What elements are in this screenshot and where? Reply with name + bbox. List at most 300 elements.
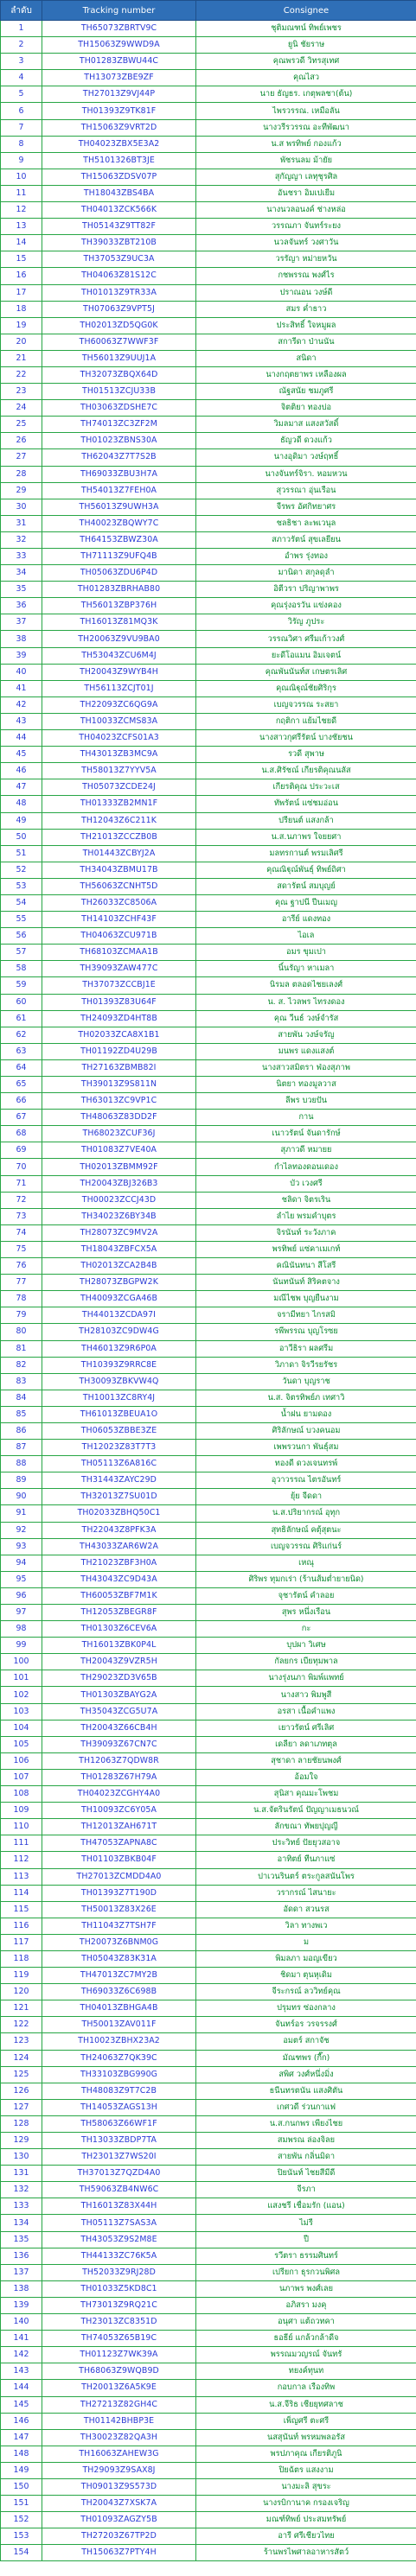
- row-index: 96: [1, 1587, 42, 1604]
- tracking-number: TH16063ZAHEW3G: [42, 2446, 196, 2462]
- consignee-name: ศิริลักษณ์ บวงคนอม: [196, 1422, 416, 1439]
- row-index: 24: [1, 400, 42, 417]
- tracking-number: TH52033Z9RJ28D: [42, 2264, 196, 2280]
- table-row: [1, 531, 416, 548]
- row-index: 138: [1, 2280, 42, 2297]
- tracking-number: TH68103ZCMAA1B: [42, 945, 196, 961]
- row-index: 2: [1, 37, 42, 54]
- table-row: [1, 2528, 416, 2545]
- consignee-name: จุชารัตน์ คำลอย: [196, 1587, 416, 1604]
- tracking-number: TH37013Z7QZD4A0: [42, 2166, 196, 2182]
- table-row: [1, 2264, 416, 2280]
- row-index: 124: [1, 2050, 42, 2066]
- row-index: 1: [1, 21, 42, 37]
- tracking-number: TH56113ZCJT01J: [42, 680, 196, 696]
- consignee-name: สุทธิลักษณ์ คตุ้สุตนะ: [196, 1522, 416, 1538]
- column-header-tracking: Tracking number: [42, 1, 196, 21]
- row-index: 94: [1, 1555, 42, 1571]
- table-row: [1, 664, 416, 680]
- row-index: 136: [1, 2248, 42, 2264]
- table-row: [1, 2050, 416, 2066]
- table-row: [1, 334, 416, 350]
- row-index: 153: [1, 2528, 42, 2545]
- table-row: [1, 1522, 416, 1538]
- consignee-name: อภิสรา มงคุ: [196, 2297, 416, 2313]
- consignee-name: ณัฐสนัย ชมภูศรี: [196, 384, 416, 400]
- row-index: 36: [1, 598, 42, 614]
- row-index: 118: [1, 1950, 42, 1967]
- tracking-number: TH71113Z9UFQ4B: [42, 549, 196, 565]
- tracking-number: TH20073Z6BNM0G: [42, 1934, 196, 1950]
- row-index: 104: [1, 1720, 42, 1736]
- tracking-number: TH15063Z9WWD9A: [42, 37, 196, 54]
- table-row: [1, 2133, 416, 2149]
- tracking-number: TH05113Z6A816C: [42, 1456, 196, 1472]
- consignee-name: จีรภา: [196, 2182, 416, 2198]
- tracking-number: TH27013ZCMDD4A0: [42, 1868, 196, 1885]
- table-row: [1, 2331, 416, 2347]
- row-index: 63: [1, 1043, 42, 1059]
- row-index: 112: [1, 1852, 42, 1868]
- table-row: [1, 1192, 416, 1208]
- tracking-number: TH01083Z7VE40A: [42, 1142, 196, 1159]
- consignee-name: อารีย์ แดงทอง: [196, 912, 416, 928]
- consignee-name: นิตยา ทองมูลวาส: [196, 1077, 416, 1093]
- table-row: [1, 1736, 416, 1752]
- consignee-name: เกศวดี ร่วนกาแฟ: [196, 2099, 416, 2115]
- tracking-number: TH63013ZC9VP1C: [42, 1093, 196, 1110]
- table-row: [1, 2314, 416, 2331]
- row-index: 116: [1, 1918, 42, 1934]
- tracking-number: TH32013Z7SU01D: [42, 1489, 196, 1505]
- row-index: 66: [1, 1093, 42, 1110]
- consignee-name: ยูนิ ชัยราษ: [196, 37, 416, 54]
- tracking-number: TH10393Z9RRC8E: [42, 1357, 196, 1373]
- tracking-number: TH00023ZCCJ43D: [42, 1192, 196, 1208]
- table-row: [1, 1885, 416, 1901]
- row-index: 81: [1, 1340, 42, 1357]
- table-row: [1, 1868, 416, 1885]
- table-row: [1, 1489, 416, 1505]
- consignee-name: ปาเวนรินตร์ ตระกูลสนันโพร: [196, 1868, 416, 1885]
- table-row: [1, 829, 416, 845]
- table-row: [1, 912, 416, 928]
- table-row: [1, 268, 416, 284]
- consignee-name: สมร ค่ำธาว: [196, 301, 416, 317]
- consignee-name: บุปผา วิเศษ: [196, 1638, 416, 1654]
- table-row: [1, 21, 416, 37]
- consignee-name: วรรณวิศา ศรีมเก้าวงศ์: [196, 631, 416, 647]
- consignee-name: อมตร์ สกาจัช: [196, 2033, 416, 2050]
- row-index: 39: [1, 647, 42, 664]
- row-index: 134: [1, 2215, 42, 2231]
- row-index: 5: [1, 86, 42, 103]
- consignee-name: คุณ วีนธ์ วงษ์จำรัส: [196, 1010, 416, 1027]
- row-index: 41: [1, 680, 42, 696]
- table-row: [1, 1819, 416, 1835]
- row-index: 30: [1, 499, 42, 515]
- tracking-number: TH15063ZDSV07P: [42, 169, 196, 185]
- consignee-name: สพิศ วงศ์หนึ่งมิ่ง: [196, 2066, 416, 2083]
- consignee-name: อมร ขุมเปา: [196, 945, 416, 961]
- table-row: [1, 894, 416, 911]
- consignee-name: อาวีธิรา ผลศรีม: [196, 1340, 416, 1357]
- consignee-name: กัลยกร เบียทุมพาล: [196, 1654, 416, 1670]
- consignee-name: พัชรนลม ม้ายัย: [196, 152, 416, 169]
- consignee-name: เพ็ญศรี ตะศรี: [196, 2413, 416, 2429]
- table-row: [1, 466, 416, 482]
- row-index: 27: [1, 449, 42, 466]
- tracking-number: TH44133ZC76K5A: [42, 2248, 196, 2264]
- tracking-number: TH23013ZC8351D: [42, 2314, 196, 2331]
- tracking-number: TH37073ZCCBJ1E: [42, 977, 196, 994]
- table-row: [1, 812, 416, 829]
- consignee-name: ประสิทธิ์ ใจหมูผล: [196, 317, 416, 334]
- row-index: 69: [1, 1142, 42, 1159]
- tracking-number: TH01393Z7T190D: [42, 1885, 196, 1901]
- table-row: [1, 1357, 416, 1373]
- row-index: 37: [1, 614, 42, 631]
- tracking-number: TH01013Z9TR33A: [42, 284, 196, 301]
- consignee-name: ไพรวรรณ. เหมือลัน: [196, 103, 416, 119]
- consignee-name: น.ส.กนกพร เพียงไชย: [196, 2115, 416, 2132]
- tracking-number: TH14053ZAGS13H: [42, 2099, 196, 2115]
- tracking-number: TH04063Z81S12C: [42, 268, 196, 284]
- table-row: [1, 2545, 416, 2561]
- consignee-name: รพีพรรณ บุญโรซย: [196, 1324, 416, 1340]
- table-row: [1, 417, 416, 433]
- consignee-name: บัว เวงศรี: [196, 1175, 416, 1192]
- column-header-index: ลำดับ: [1, 1, 42, 21]
- tracking-number: TH73013Z9RQ21C: [42, 2297, 196, 2313]
- row-index: 58: [1, 961, 42, 977]
- table-row: [1, 482, 416, 499]
- consignee-name: วิมลมาส แสงสวัสดิ์: [196, 417, 416, 433]
- table-body: [1, 21, 416, 2561]
- consignee-name: พรปภาคุณ เกียรติภูนิ: [196, 2446, 416, 2462]
- table-row: [1, 2347, 416, 2363]
- row-index: 115: [1, 1901, 42, 1918]
- tracking-number: TH48063Z83DD2F: [42, 1110, 196, 1126]
- consignee-name: ทัพรัตน์ แซ่ชมอ่อน: [196, 796, 416, 812]
- row-index: 119: [1, 1968, 42, 1984]
- row-index: 18: [1, 301, 42, 317]
- consignee-name: นางสาวสมิตรา ฟ่องสุภาพ: [196, 1059, 416, 1076]
- consignee-name: สนิดา: [196, 350, 416, 366]
- consignee-name: เยาวรัตน์ ศรีเลิศ: [196, 1720, 416, 1736]
- row-index: 61: [1, 1010, 42, 1027]
- row-index: 50: [1, 829, 42, 845]
- row-index: 13: [1, 219, 42, 235]
- table-row: [1, 136, 416, 152]
- row-index: 57: [1, 945, 42, 961]
- tracking-number: TH11043Z7TSH7F: [42, 1918, 196, 1934]
- consignee-name: น้ำฝน ยามดอง: [196, 1406, 416, 1422]
- tracking-number: TH01283Z67H79A: [42, 1769, 196, 1785]
- row-index: 17: [1, 284, 42, 301]
- table-row: [1, 1472, 416, 1489]
- table-row: [1, 2496, 416, 2512]
- row-index: 150: [1, 2478, 42, 2495]
- table-row: [1, 152, 416, 169]
- row-index: 34: [1, 565, 42, 582]
- tracking-number: TH13073ZBE9ZF: [42, 70, 196, 86]
- row-index: 91: [1, 1505, 42, 1522]
- consignee-name: เปรียกา ธุรกวนพิศล: [196, 2264, 416, 2280]
- tracking-number: TH04063ZCU971B: [42, 928, 196, 945]
- table-row: [1, 2280, 416, 2297]
- row-index: 40: [1, 664, 42, 680]
- table-row: [1, 862, 416, 878]
- consignee-name: น.ส.ปริยากรณ์ อุทุก: [196, 1505, 416, 1522]
- consignee-name: มลทรกานต์ พรมเลิศรี: [196, 845, 416, 862]
- tracking-number: TH30093ZBKVW4Q: [42, 1373, 196, 1390]
- row-index: 23: [1, 384, 42, 400]
- row-index: 67: [1, 1110, 42, 1126]
- row-index: 82: [1, 1357, 42, 1373]
- tracking-number: TH20043Z9WYB4H: [42, 664, 196, 680]
- row-index: 83: [1, 1373, 42, 1390]
- row-index: 88: [1, 1456, 42, 1472]
- row-index: 127: [1, 2099, 42, 2115]
- consignee-name: นางมะลิ สุขระ: [196, 2478, 416, 2495]
- tracking-number: TH04013ZCK566K: [42, 202, 196, 219]
- table-row: [1, 1291, 416, 1307]
- consignee-name: เบญจวรรณ ศิริแก่นร์: [196, 1538, 416, 1555]
- consignee-name: อัดดา สวนรส: [196, 1901, 416, 1918]
- table-row: [1, 2512, 416, 2528]
- consignee-name: คุณพรวดี วิทรสุเทศ: [196, 54, 416, 70]
- tracking-number: TH47013ZC7MY2B: [42, 1968, 196, 1984]
- row-index: 32: [1, 531, 42, 548]
- table-row: [1, 2066, 416, 2083]
- row-index: 56: [1, 928, 42, 945]
- tracking-number: TH37053Z9UC3A: [42, 251, 196, 268]
- tracking-number: TH27213Z82GH4C: [42, 2396, 196, 2413]
- consignee-name: เพพรวนกา พันธุ์สม: [196, 1440, 416, 1456]
- row-index: 15: [1, 251, 42, 268]
- row-index: 135: [1, 2231, 42, 2248]
- consignee-name: ปราณอน วงษ์ดี: [196, 284, 416, 301]
- tracking-number: TH69033Z6C698B: [42, 1984, 196, 2000]
- tracking-number: TH39093ZAW477C: [42, 961, 196, 977]
- table-row: [1, 1803, 416, 1819]
- tracking-number: TH20063Z9VU9BA0: [42, 631, 196, 647]
- row-index: 146: [1, 2413, 42, 2429]
- tracking-number: TH68063Z9WQB9D: [42, 2363, 196, 2380]
- consignee-name: ปิยนันท์ ไชยสีมีดี: [196, 2166, 416, 2182]
- row-index: 71: [1, 1175, 42, 1192]
- row-index: 90: [1, 1489, 42, 1505]
- table-row: [1, 350, 416, 366]
- consignee-name: คุณณิฐุณ์ชัยศิริกุร: [196, 680, 416, 696]
- table-row: [1, 565, 416, 582]
- row-index: 113: [1, 1868, 42, 1885]
- tracking-number: TH22043Z8PFK3A: [42, 1522, 196, 1538]
- consignee-name: เกียรติคุณ ประวะเส: [196, 779, 416, 796]
- consignee-name: พิมลภา มอญเขียว: [196, 1950, 416, 1967]
- row-index: 68: [1, 1126, 42, 1142]
- consignee-name: มณีไชพ บุญยืนงาม: [196, 1291, 416, 1307]
- tracking-number: TH16013Z81MQ3K: [42, 614, 196, 631]
- table-row: [1, 169, 416, 185]
- consignee-name: จีระกรณ์ ลววิทย์คุณ: [196, 1984, 416, 2000]
- table-row: [1, 1440, 416, 1456]
- consignee-name: ยะดีโอแมน อิมเจตน์: [196, 647, 416, 664]
- tracking-number: TH56013Z9UWH3A: [42, 499, 196, 515]
- table-row: [1, 384, 416, 400]
- consignee-name: อำพร รุ่งทอง: [196, 549, 416, 565]
- consignee-name: นางนวลอนงค์ ช่างหล่อ: [196, 202, 416, 219]
- tracking-number: TH56013Z9UUJ1A: [42, 350, 196, 366]
- consignee-name: นางสาว พิมพูสี: [196, 1687, 416, 1703]
- tracking-number: TH5101326BT3JE: [42, 152, 196, 169]
- table-row: [1, 945, 416, 961]
- tracking-number: TH07063Z9VPT5J: [42, 301, 196, 317]
- tracking-number: TH02013ZCA2B4B: [42, 1258, 196, 1275]
- row-index: 105: [1, 1736, 42, 1752]
- table-row: [1, 202, 416, 219]
- table-row: [1, 2115, 416, 2132]
- table-row: [1, 796, 416, 812]
- row-index: 151: [1, 2496, 42, 2512]
- tracking-number: TH01393Z9TK81F: [42, 103, 196, 119]
- row-index: 48: [1, 796, 42, 812]
- row-index: 99: [1, 1638, 42, 1654]
- table-row: [1, 2182, 416, 2198]
- tracking-number: TH27203Z67TP2D: [42, 2528, 196, 2545]
- tracking-number: TH15063Z7PTY4H: [42, 2545, 196, 2561]
- table-row: [1, 449, 416, 466]
- consignee-name: สุชาดา ลายชัยนพงศ์: [196, 1752, 416, 1769]
- table-row: [1, 1093, 416, 1110]
- row-index: 120: [1, 1984, 42, 2000]
- row-index: 80: [1, 1324, 42, 1340]
- row-index: 11: [1, 185, 42, 201]
- table-row: [1, 1555, 416, 1571]
- tracking-number: TH10013ZC8RY4J: [42, 1390, 196, 1406]
- row-index: 141: [1, 2331, 42, 2347]
- consignee-name: ศิริพร ทุมกเร่า (ร้านส้มต่ำยายนิด): [196, 1571, 416, 1587]
- tracking-number: TH24063Z7QK39C: [42, 2050, 196, 2066]
- consignee-name: มณฑ์ทิพย์ ประสมทรัพย์: [196, 2512, 416, 2528]
- row-index: 87: [1, 1440, 42, 1456]
- table-row: [1, 1275, 416, 1291]
- tracking-number: TH12013ZAH671T: [42, 1819, 196, 1835]
- row-index: 45: [1, 747, 42, 763]
- table-row: [1, 1373, 416, 1390]
- tracking-number: TH04023ZCFS01A3: [42, 730, 196, 747]
- tracking-number: TH21023ZBF3H0A: [42, 1555, 196, 1571]
- table-row: [1, 2149, 416, 2166]
- tracking-number: TH02013ZBMM92F: [42, 1159, 196, 1175]
- tracking-number: TH69033ZBU3H7A: [42, 466, 196, 482]
- tracking-number: TH05143Z9TT82F: [42, 219, 196, 235]
- table-row: [1, 2248, 416, 2264]
- table-row: [1, 1918, 416, 1934]
- table-row: [1, 647, 416, 664]
- row-index: 101: [1, 1670, 42, 1687]
- row-index: 59: [1, 977, 42, 994]
- table-row: [1, 1901, 416, 1918]
- table-row: [1, 1638, 416, 1654]
- consignee-name: ลักขณา ทัพยปุญญี: [196, 1819, 416, 1835]
- tracking-number: TH18043ZBFCX5A: [42, 1241, 196, 1257]
- consignee-name: อารี ศรีเชียวไทย: [196, 2528, 416, 2545]
- consignee-name: นางวรีรวรรณ อะทีพัฒนา: [196, 119, 416, 136]
- tracking-number: TH43043ZC9D43A: [42, 1571, 196, 1587]
- row-index: 126: [1, 2083, 42, 2099]
- consignee-name: น.ส.นภาพร ใจยยศา: [196, 829, 416, 845]
- table-row: [1, 1224, 416, 1241]
- row-index: 79: [1, 1307, 42, 1324]
- table-row: [1, 1950, 416, 1967]
- table-row: [1, 119, 416, 136]
- tracking-number: TH01123Z7WK39A: [42, 2347, 196, 2363]
- tracking-number: TH64153ZBWZ30A: [42, 531, 196, 548]
- row-index: 92: [1, 1522, 42, 1538]
- consignee-name: นันทนันท์ สิริคตจาง: [196, 1275, 416, 1291]
- tracking-number: TH56013ZBP376H: [42, 598, 196, 614]
- row-index: 142: [1, 2347, 42, 2363]
- table-row: [1, 1571, 416, 1587]
- tracking-number: TH74053Z65B19C: [42, 2331, 196, 2347]
- table-row: [1, 2099, 416, 2115]
- consignee-name: วรรัญา หม่ายหวัน: [196, 251, 416, 268]
- table-row: [1, 2413, 416, 2429]
- consignee-name: สุนิสา คุณมะโพชม: [196, 1786, 416, 1803]
- consignee-name: มานิดา สกุลดุลำ: [196, 565, 416, 582]
- tracking-number: TH47053ZAPNA8C: [42, 1835, 196, 1852]
- row-index: 3: [1, 54, 42, 70]
- tracking-number: TH22093ZC6QG9A: [42, 696, 196, 713]
- row-index: 74: [1, 1224, 42, 1241]
- row-index: 147: [1, 2429, 42, 2446]
- table-row: [1, 928, 416, 945]
- row-index: 152: [1, 2512, 42, 2528]
- consignee-name: ชิดมา ตุนหุเดิม: [196, 1968, 416, 1984]
- consignee-name: คุณณิฐุณ์พันธุ์ ทิพย์ถิศา: [196, 862, 416, 878]
- consignee-name: น.ส.จัตรินรัตน์ ปัญญาเมธนวณ์: [196, 1803, 416, 1819]
- consignee-name: กาน: [196, 1110, 416, 1126]
- consignee-name: นิ์นรัญา หาเมลา: [196, 961, 416, 977]
- consignee-name: นาย ธัญธร. เกตุพลชา(ต้น): [196, 86, 416, 103]
- consignee-name: นางจันทร์จิรา. หอมหวน: [196, 466, 416, 482]
- tracking-number: TH58063Z66WF1F: [42, 2115, 196, 2132]
- tracking-number: TH18043ZBS4BA: [42, 185, 196, 201]
- tracking-number: TH01192ZD4U29B: [42, 1043, 196, 1059]
- tracking-number: TH06053ZBBE3ZE: [42, 1422, 196, 1439]
- consignee-name: กฤติกา แย้มไชยดี: [196, 713, 416, 729]
- consignee-name: สายพัน วงษ์จรัญ: [196, 1027, 416, 1043]
- row-index: 130: [1, 2149, 42, 2166]
- tracking-number: TH32073ZBQX64D: [42, 366, 196, 383]
- table-row: [1, 1934, 416, 1950]
- consignee-name: แสงชรี เชื่อมรัก (แอน): [196, 2198, 416, 2215]
- table-row: [1, 1670, 416, 1687]
- table-row: [1, 1406, 416, 1422]
- tracking-number: TH05113Z7SAS3A: [42, 2215, 196, 2231]
- consignee-name: จันทร์อร วรจรรงศ์: [196, 2017, 416, 2033]
- consignee-name: ชลธิชา ละพเวนุล: [196, 515, 416, 531]
- row-index: 44: [1, 730, 42, 747]
- consignee-name: ปรุมทร ซ่องกลาง: [196, 2000, 416, 2017]
- consignee-name: กอบกาล เรืองทิพ: [196, 2380, 416, 2396]
- table-row: [1, 1422, 416, 1439]
- consignee-name: เหณุ: [196, 1555, 416, 1571]
- tracking-number: TH60053ZBF7M1K: [42, 1587, 196, 1604]
- row-index: 149: [1, 2462, 42, 2478]
